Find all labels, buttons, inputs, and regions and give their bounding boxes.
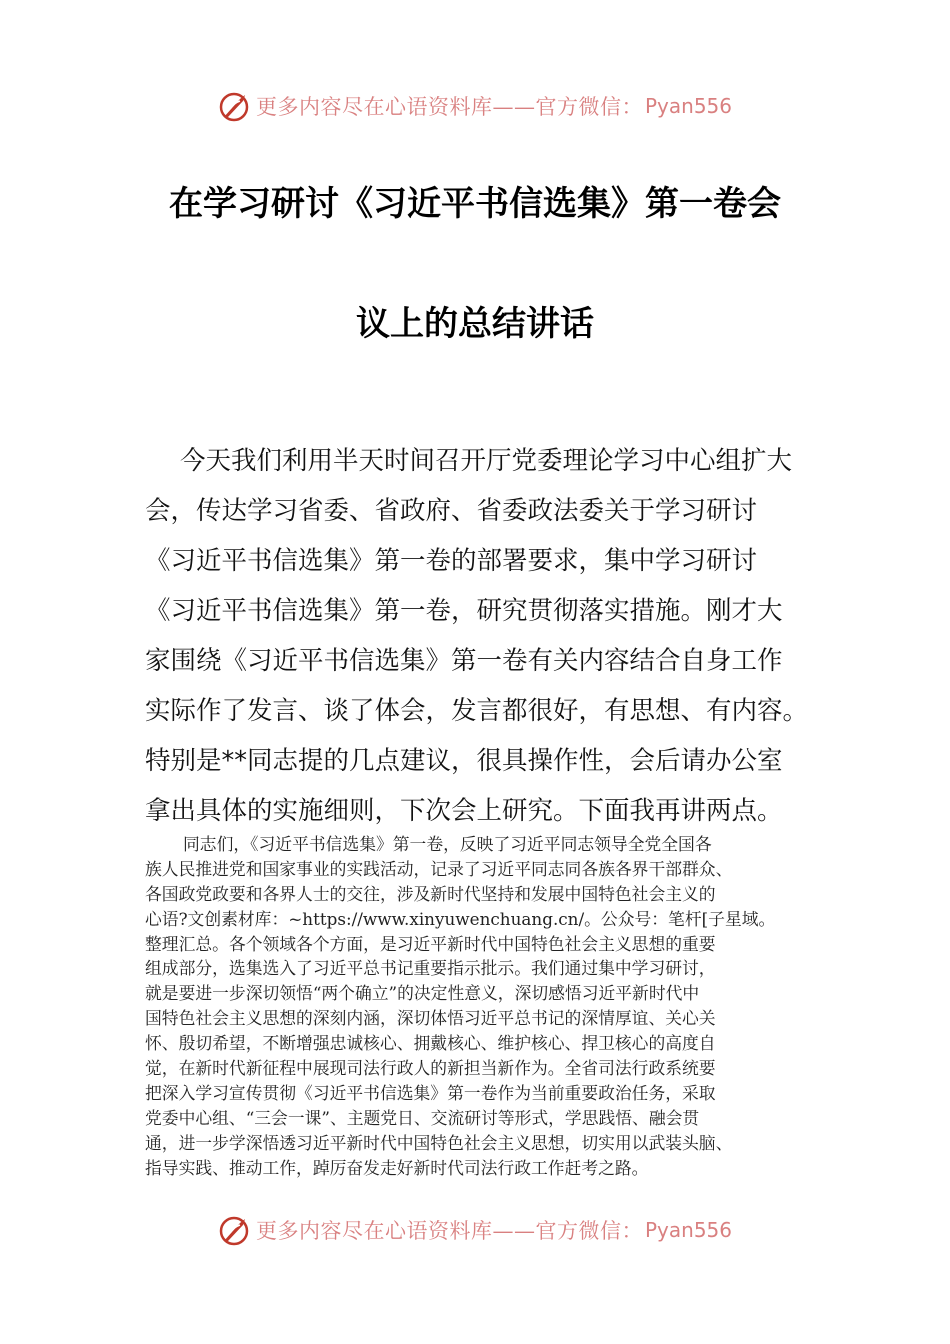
- body-line: 组成部分，选集选入了习近平总书记重要指示批示。我们通过集中学习研讨，: [145, 958, 716, 979]
- body-line: 国特色社会主义思想的深刻内涵，深切体悟习近平总书记的深情厚谊、关心关: [145, 1008, 716, 1029]
- body-line: 心语?文创素材库：~https://www.xinyuwenchuang.cn/。公众号：笔杆[子星域。: [145, 908, 776, 929]
- intro-line: 家围绕《习近平书信选集》第一卷有关内容结合自身工作: [145, 646, 783, 676]
- intro-line: 实际作了发言、谈了体会，发言都很好，有思想、有内容。: [145, 696, 809, 726]
- intro-line: 《习近平书信选集》第一卷，研究贯彻落实措施。刚才大: [145, 596, 783, 626]
- body-line: 就是要进一步深切领悟“两个确立”的决定性意义，深切感悟习近平新时代中: [145, 983, 700, 1004]
- header-banner: [0, 86, 950, 126]
- body-line: 怀、殷切希望，不断增强忠诚核心、拥戴核心、维护核心、捍卫核心的高度自: [145, 1033, 716, 1054]
- body-line: 党委中心组、“三会一课”、主题党日、交流研讨等形式，学思践悟、融会贯: [145, 1107, 700, 1128]
- body-line: 各国政党政要和各界人士的交往，涉及新时代坚持和发展中国特色社会主义的: [145, 883, 716, 904]
- intro-line: 特别是**同志提的几点建议，很具操作性，会后请办公室: [145, 746, 783, 776]
- body-paragraph: [145, 832, 815, 1180]
- pen-nib-logo-icon: [218, 89, 252, 123]
- intro-line: 会，传达学习省委、省政府、省委政法委关于学习研讨: [145, 496, 758, 526]
- intro-line: 《习近平书信选集》第一卷的部署要求，集中学习研讨: [145, 546, 758, 576]
- intro-paragraph: [145, 436, 815, 836]
- intro-line: 拿出具体的实施细则，下次会上研究。下面我再讲两点。: [145, 796, 783, 826]
- header-banner-text: 更多内容尽在心语资料库——官方微信：: [255, 95, 643, 119]
- body-line: 整理汇总。各个领域各个方面，是习近平新时代中国特色社会主义思想的重要: [145, 933, 716, 954]
- footer-banner: [0, 1210, 950, 1250]
- document-title-line-1: 在学习研讨《习近平书信选集》第一卷会: [169, 184, 781, 224]
- document-title-line-2: 议上的总结讲话: [356, 304, 594, 344]
- body-line: 把深入学习宣传贯彻《习近平书信选集》第一卷作为当前重要政治任务，采取: [145, 1082, 716, 1103]
- body-line: 指导实践、推动工作，踔厉奋发走好新时代司法行政工作赶考之路。: [145, 1157, 649, 1178]
- pen-nib-logo-icon: [218, 1213, 252, 1247]
- footer-banner-text: 更多内容尽在心语资料库——官方微信：: [255, 1219, 643, 1243]
- footer-banner-id: Pyan556: [644, 1218, 732, 1242]
- body-line: 同志们，《习近平书信选集》第一卷，反映了习近平同志领导全党全国各: [183, 834, 712, 854]
- body-line: 通，进一步学深悟透习近平新时代中国特色社会主义思想，切实用以武装头脑、: [145, 1132, 733, 1153]
- intro-line: 今天我们利用半天时间召开厅党委理论学习中心组扩大: [180, 446, 793, 476]
- body-line: 觉，在新时代新征程中展现司法行政人的新担当新作为。全省司法行政系统要: [145, 1058, 716, 1079]
- body-line: 族人民推进党和国家事业的实践活动，记录了习近平同志同各族各界干部群众、: [145, 858, 733, 879]
- header-banner-id: Pyan556: [644, 94, 732, 118]
